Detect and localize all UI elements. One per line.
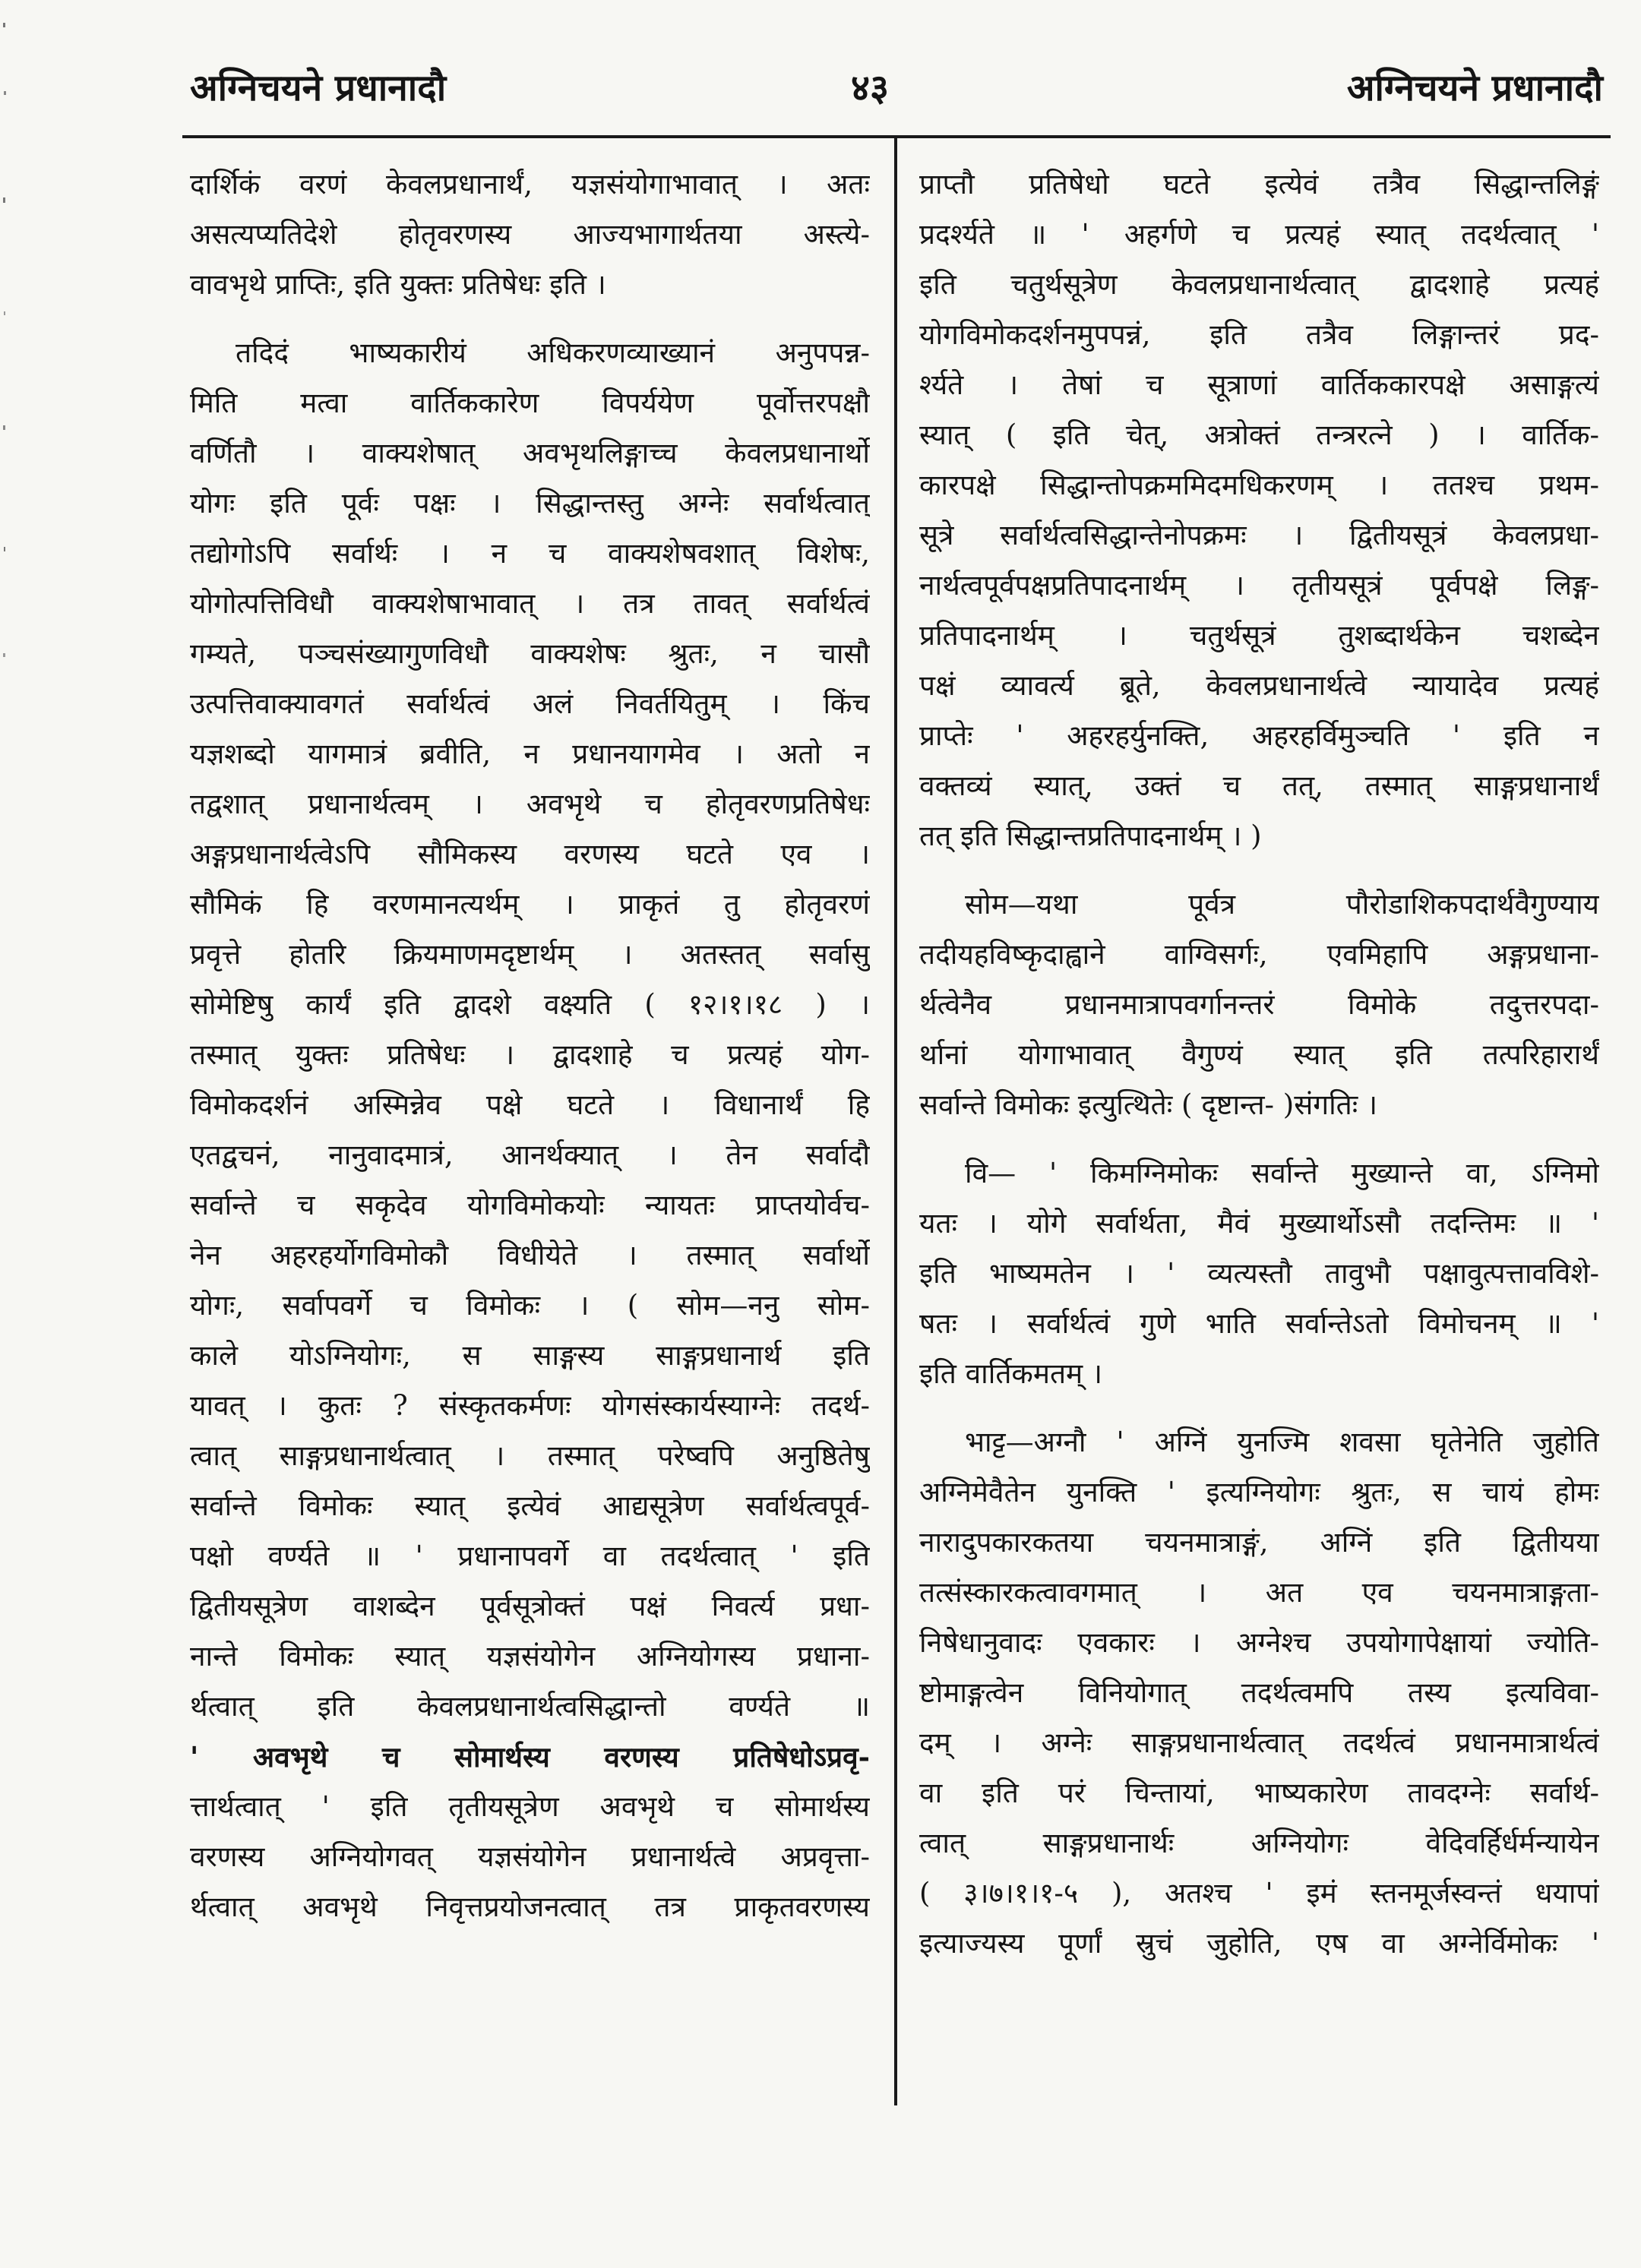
text-line: र्थानां योगाभावात् वैगुण्यं स्यात् इति तत्परिहारार्थं (919, 1038, 1599, 1071)
text-line: असत्यप्यतिदेशे होतृवरणस्य आज्यभागार्थतया अस्त्ये- (190, 218, 870, 251)
text-line: इति चतुर्थसूत्रेण केवलप्रधानार्थत्वात् द्वादशाहे प्रत्यहं (919, 268, 1599, 301)
text-line: नार्थत्वपूर्वपक्षप्रतिपादनार्थम् । तृतीयसूत्रं पूर्वपक्षे लिङ्ग- (919, 569, 1599, 602)
text-line: सौमिकं हि वरणमानत्यर्थम् । प्राकृतं तु होतृवरणं (190, 888, 870, 921)
text-line: दार्शिकं वरणं केवलप्रधानार्थं, यज्ञसंयोगाभावात् । अतः (190, 168, 870, 201)
column-separator (894, 138, 897, 2105)
text-line: तस्मात् युक्तः प्रतिषेधः । द्वादशाहे च प्रत्यहं योग- (190, 1038, 870, 1071)
text-line: एतद्वचनं, नानुवादमात्रं, आनर्थक्यात् । तेन सर्वादौ (190, 1139, 870, 1171)
text-line: त्वात् साङ्गप्रधानार्थत्वात् । तस्मात् परेष्वपि अनुष्ठितेषु (190, 1439, 870, 1472)
left-paragraph-2 (190, 328, 870, 1932)
text-line: तत्संस्कारकत्वावगमात् । अत एव चयनमात्राङ्गता- (919, 1576, 1599, 1609)
text-line: वरणस्य अग्नियोगवत् यज्ञसंयोगेन प्रधानार्थत्वे अप्रवृत्ता- (190, 1840, 870, 1873)
text-line: यज्ञशब्दो यागमात्रं ब्रवीति, न प्रधानयागमेव । अतो न (190, 738, 870, 770)
left-column (190, 160, 870, 1932)
text-line: ' अवभृथे च सोमार्थस्य वरणस्य प्रतिषेधोऽप्रवृ- (190, 1740, 870, 1774)
right-paragraph-1 (919, 160, 1599, 861)
text-line: अग्निमेवैतेन युनक्ति ' इत्यग्नियोगः श्रुतः, स चायं होमः (919, 1476, 1599, 1508)
text-line: सोमेष्टिषु कार्यं इति द्वादशे वक्ष्यति ( १२।१।१८ ) । (190, 988, 870, 1021)
right-column (919, 160, 1599, 1969)
paragraph-gap (919, 861, 1599, 880)
text-line: तत् इति सिद्धान्तप्रतिपादनार्थम् । ) (919, 820, 1262, 852)
text-line: योगविमोकदर्शनमुपपन्नं, इति तत्रैव लिङ्गान्तरं प्रद- (919, 318, 1599, 351)
right-paragraph-bhatta (919, 1417, 1599, 1969)
text-line: वक्तव्यं स्यात्, उक्तं च तत्, तस्मात् साङ्गप्रधानार्थं (919, 769, 1599, 802)
text-line: निषेधानुवादः एवकारः । अग्नेश्च उपयोगापेक्षायां ज्योति- (919, 1626, 1599, 1659)
text-line: वि— ' किमग्निमोकः सर्वान्ते मुख्यान्ते वा, ऽग्निमो (965, 1157, 1599, 1189)
text-line: तद्वशात् प्रधानार्थत्वम् । अवभृथे च होतृवरणप्रतिषेधः (190, 788, 870, 820)
text-line: प्राप्तेः ' अहरहर्युनक्ति, अहरहर्विमुञ्चति ' इति न (919, 719, 1599, 752)
text-line: यतः । योगे सर्वार्थता, मैवं मुख्यार्थोऽसौ तदन्तिमः ॥ ' (919, 1207, 1599, 1240)
text-line: त्वात् साङ्गप्रधानार्थः अग्नियोगः वेदिवर्हिर्धर्मन्यायेन (919, 1827, 1599, 1859)
text-line: नारादुपकारकतया चयनमात्राङ्गं, अग्निं इति द्वितीयया (919, 1526, 1599, 1559)
text-line: षतः । सर्वार्थत्वं गुणे भाति सर्वान्तेऽतो विमोचनम् ॥ ' (919, 1307, 1599, 1340)
text-line: इति भाष्यमतेन । ' व्यत्यस्तौ तावुभौ पक्षावुत्पत्तावविशे- (919, 1257, 1599, 1290)
text-line: इत्याज्यस्य पूर्णां स्रुचं जुहोति, एष वा अग्नेर्विमोकः ' (919, 1927, 1599, 1960)
text-line: सोम—यथा पूर्वत्र पौरोडाशिकपदार्थवैगुण्याय (965, 888, 1599, 921)
text-line: योगोत्पत्तिविधौ वाक्यशेषाभावात् । तत्र तावत् सर्वार्थत्वं (190, 587, 870, 620)
text-line: र्श्यते । तेषां च सूत्राणां वार्तिककारपक्षे असाङ्गत्यं (919, 368, 1599, 401)
text-line: र्थत्वात् इति केवलप्रधानार्थत्वसिद्धान्तो वर्ण्यते ॥ (190, 1690, 870, 1723)
text-line: वा इति परं चिन्तायां, भाष्यकारेण तावदग्नेः सर्वार्थ- (919, 1777, 1599, 1809)
text-line: त्तार्थत्वात् ' इति तृतीयसूत्रेण अवभृथे च सोमार्थस्य (190, 1790, 870, 1823)
text-line: यावत् । कुतः ? संस्कृतकर्मणः योगसंस्कार्यस्याग्नेः तदर्थ- (190, 1389, 870, 1422)
text-line: सर्वान्ते विमोकः इत्युत्थितेः ( दृष्टान्त- )संगतिः । (919, 1088, 1378, 1121)
paragraph-gap (919, 1130, 1599, 1148)
text-line: र्थत्वेनैव प्रधानमात्रापवर्गानन्तरं विमोके तदुत्तरपदा- (919, 988, 1599, 1021)
header-left-title: अग्निचयने प्रधानादौ (190, 67, 447, 109)
text-line: विमोकदर्शनं अस्मिन्नेव पक्षे घटते । विधानार्थं हि (190, 1088, 870, 1121)
right-paragraph-soma (919, 880, 1599, 1130)
text-line: कारपक्षे सिद्धान्तोपक्रममिदमधिकरणम् । ततश्च प्रथम- (919, 469, 1599, 501)
text-line: इति वार्तिकमतम् । (919, 1357, 1102, 1390)
text-line: मिति मत्वा वार्तिककारेण विपर्ययेण पूर्वोत्तरपक्षौ (190, 387, 870, 419)
text-line: योगः इति पूर्वः पक्षः । सिद्धान्तस्तु अग्नेः सर्वार्थत्वात् (190, 487, 870, 520)
text-line: प्राप्तौ प्रतिषेधो घटते इत्येवं तत्रैव सिद्धान्तलिङ्गं (919, 168, 1599, 201)
text-line: स्यात् ( इति चेत्, अत्रोक्तं तन्त्ररत्ने ) । वार्तिक- (919, 419, 1599, 451)
text-line: सूत्रे सर्वार्थत्वसिद्धान्तेनोपक्रमः । द्वितीयसूत्रं केवलप्रधा- (919, 519, 1599, 551)
text-line: भाट्ट—अग्नौ ' अग्निं युनज्मि शवसा घृतेनेति जुहोति (965, 1426, 1599, 1458)
text-line: तदिदं भाष्यकारीयं अधिकरणव्याख्यानं अनुपपन्न- (236, 336, 870, 369)
text-line: वर्णितौ । वाक्यशेषात् अवभृथलिङ्गाच्च केवलप्रधानार्थो (190, 437, 870, 469)
text-line: पक्षो वर्ण्यते ॥ ' प्रधानापवर्गे वा तदर्थत्वात् ' इति (190, 1540, 870, 1572)
text-line: नान्ते विमोकः स्यात् यज्ञसंयोगेन अग्नियोगस्य प्रधाना- (190, 1640, 870, 1673)
text-line: पक्षं व्यावर्त्य ब्रूते, केवलप्रधानार्थत्वे न्यायादेव प्रत्यहं (919, 669, 1599, 702)
text-line: वावभृथे प्राप्तिः, इति युक्तः प्रतिषेधः इति । (190, 268, 606, 301)
text-line: तद्योगोऽपि सर्वार्थः । न च वाक्यशेषवशात् विशेषः, (190, 537, 870, 570)
scan-edge-specks (2, 0, 8, 684)
text-line: प्रवृत्ते होतरि क्रियमाणमदृष्टार्थम् । अतस्तत् सर्वासु (190, 938, 870, 971)
text-line: काले योऽग्नियोगः, स साङ्गस्य साङ्गप्रधानार्थ इति (190, 1339, 870, 1372)
running-header (190, 62, 1603, 131)
text-line: योगः, सर्वापवर्गे च विमोकः । ( सोम—ननु सोम- (190, 1289, 870, 1322)
paragraph-gap (190, 310, 870, 328)
page-number: ४३ (851, 67, 889, 109)
text-line: प्रतिपादनार्थम् । चतुर्थसूत्रं तुशब्दार्थकेन चशब्देन (919, 619, 1599, 652)
text-line: दम् । अग्नेः साङ्गप्रधानार्थत्वात् तदर्थत्वं प्रधानमात्रार्थत्वं (919, 1726, 1599, 1759)
text-line: तदीयहविष्कृदाह्वाने वाग्विसर्गः, एवमिहापि अङ्गप्रधाना- (919, 938, 1599, 971)
left-paragraph-1 (190, 160, 870, 310)
text-line: द्वितीयसूत्रेण वाशब्देन पूर्वसूत्रोक्तं पक्षं निवर्त्य प्रधा- (190, 1590, 870, 1622)
header-right-title: अग्निचयने प्रधानादौ (1346, 67, 1603, 109)
text-line: नेन अहरहर्योगविमोकौ विधीयेते । तस्मात् सर्वार्थो (190, 1239, 870, 1271)
text-line: र्थत्वात् अवभृथे निवृत्तप्रयोजनत्वात् तत्र प्राकृतवरणस्य (190, 1891, 870, 1923)
text-line: अङ्गप्रधानार्थत्वेऽपि सौमिकस्य वरणस्य घटते एव । (190, 838, 870, 870)
text-line: सर्वान्ते विमोकः स्यात् इत्येवं आद्यसूत्रेण सर्वार्थत्वपूर्व- (190, 1489, 870, 1522)
right-paragraph-vi (919, 1148, 1599, 1399)
text-line: ( ३।७।१।१-५ ), अतश्च ' इमं स्तनमूर्जस्वन्तं धयापां (919, 1877, 1599, 1909)
text-line: ष्टोमाङ्गत्वेन विनियोगात् तदर्थत्वमपि तस्य इत्यविवा- (919, 1676, 1599, 1709)
text-line: प्रदर्श्यते ॥ ' अहर्गणे च प्रत्यहं स्यात् तदर्थत्वात् ' (919, 218, 1599, 251)
paragraph-gap (919, 1399, 1599, 1417)
text-line: गम्यते, पञ्चसंख्यागुणविधौ वाक्यशेषः श्रुतः, न चासौ (190, 637, 870, 670)
text-line: सर्वान्ते च सकृदेव योगविमोकयोः न्यायतः प्राप्तयोर्वच- (190, 1189, 870, 1221)
text-line: उत्पत्तिवाक्यावगतं सर्वार्थत्वं अलं निवर्तयितुम् । किंच (190, 687, 870, 720)
